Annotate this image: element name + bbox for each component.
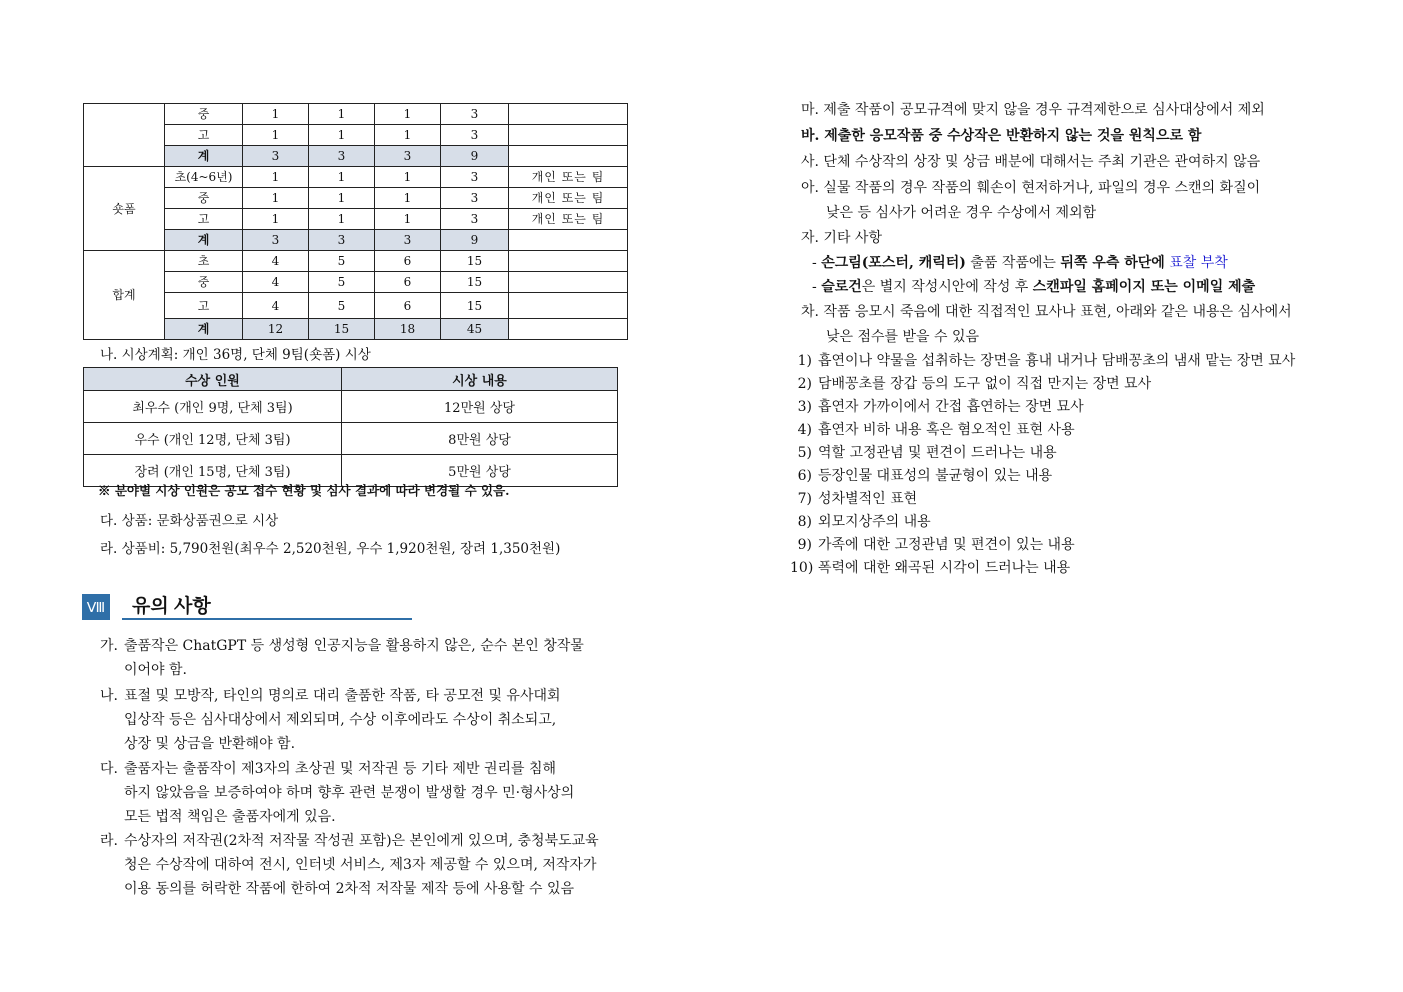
slogan-note — [812, 275, 1255, 299]
table-cell: 1 — [375, 104, 441, 125]
table-cell: 4 — [243, 293, 309, 319]
note-ga — [100, 634, 584, 682]
list-item — [790, 510, 931, 534]
table-cell: 1 — [243, 188, 309, 209]
award-table-header-content: 시상 내용 — [342, 368, 618, 391]
list-item — [790, 533, 1075, 557]
table-cell: 45 — [441, 319, 509, 340]
list-item-text: 가족에 대한 고정관념 및 편견이 있는 내용 — [818, 537, 1075, 553]
table-cell: 12 — [243, 319, 309, 340]
table-cell: 초(4~6년) — [165, 167, 243, 188]
note-cell — [509, 319, 628, 340]
table-cell: 3 — [375, 146, 441, 167]
emphasis-text: 스캔파일 홈페이지 또는 이메일 제출 — [1032, 279, 1256, 295]
list-item-number: 2) — [797, 376, 812, 392]
list-item-text: 등장인물 대표성의 불균형이 있는 내용 — [818, 468, 1053, 484]
table-cell: 1 — [375, 188, 441, 209]
dash: - — [812, 255, 822, 271]
award-distribution-table — [83, 103, 628, 340]
table-cell: 3 — [441, 167, 509, 188]
note-text: 모든 법적 책임은 출품자에게 있음. — [124, 809, 336, 825]
table-cell: 1 — [309, 104, 375, 125]
table-cell: 계 — [165, 146, 243, 167]
table-cell: 15 — [309, 319, 375, 340]
table-row — [84, 167, 628, 188]
note-text: 상장 및 상금을 반환해야 함. — [124, 736, 296, 752]
note-label: 가. — [100, 638, 118, 654]
emphasis-text: 손그림(포스터, 캐릭터) — [821, 255, 966, 271]
table-cell: 9 — [441, 146, 509, 167]
table-cell: 3 — [441, 188, 509, 209]
table-row — [84, 209, 628, 230]
note-text: 수상자의 저작권(2차적 저작물 작성권 포함)은 본인에게 있으며, 충청북도교육 — [124, 833, 599, 849]
table-cell: 5만원 상당 — [342, 455, 618, 487]
note-text: 입상작 등은 심사대상에서 제외되며, 수상 이후에라도 수상이 취소되고, — [124, 712, 557, 728]
list-item-text: 흡연이나 약물을 섭취하는 장면을 흉내 내거나 담배꽁초의 냄새 맡는 장면 묘사 — [818, 353, 1296, 369]
note-cell — [509, 251, 628, 272]
list-item-number: 10) — [790, 560, 814, 576]
list-item-number: 9) — [797, 537, 812, 553]
list-item — [790, 441, 1057, 465]
note-text: 하지 않았음을 보증하여야 하며 향후 관련 분쟁이 발생할 경우 민·형사상의 — [124, 785, 575, 801]
list-item — [790, 418, 1075, 442]
table-row — [84, 188, 628, 209]
note-label: 나. — [100, 688, 118, 704]
note-cell: 개인 또는 팀 — [509, 167, 628, 188]
table-cell: 중 — [165, 272, 243, 293]
note-text: 출품자는 출품작이 제3자의 초상권 및 저작권 등 기타 제반 권리를 침해 — [124, 761, 557, 777]
table-cell: 1 — [309, 209, 375, 230]
table-cell: 6 — [375, 293, 441, 319]
note-ja: 자. 기타 사항 — [801, 230, 882, 246]
table-cell: 중 — [165, 104, 243, 125]
note-cell — [509, 104, 628, 125]
note-ra — [100, 829, 599, 901]
emphasis-text: 뒤쪽 우측 하단에 — [1060, 255, 1165, 271]
table-total-row — [84, 146, 628, 167]
table-cell: 12만원 상당 — [342, 391, 618, 423]
table-cell: 3 — [309, 146, 375, 167]
table-cell: 계 — [165, 230, 243, 251]
table-cell: 1 — [309, 167, 375, 188]
list-item-text: 폭력에 대한 왜곡된 시각이 드러나는 내용 — [818, 560, 1071, 576]
table-cell: 1 — [309, 188, 375, 209]
list-item-number: 4) — [797, 422, 812, 438]
section-heading — [82, 594, 412, 620]
list-item-text: 역할 고정관념 및 편견이 드러나는 내용 — [818, 445, 1057, 461]
note-label: 다. — [100, 761, 118, 777]
list-item — [790, 464, 1052, 488]
table-row — [84, 125, 628, 146]
table-cell: 고 — [165, 209, 243, 230]
note-cell — [509, 230, 628, 251]
list-item — [790, 487, 917, 511]
list-item — [790, 395, 1084, 419]
note-cell: 개인 또는 팀 — [509, 188, 628, 209]
award-note: ※ 분야별 시상 인원은 공모 접수 현황 및 심사 결과에 따라 변경될 수 있음. — [98, 483, 510, 498]
note-ba: 바. 제출한 응모작품 중 수상작은 반환하지 않는 것을 원칙으로 함 — [801, 128, 1202, 144]
plain-text: 출품 작품에는 — [965, 255, 1061, 271]
table-cell: 초 — [165, 251, 243, 272]
table-total-row — [84, 230, 628, 251]
prize-cost-line: 라. 상품비: 5,790천원(최우수 2,520천원, 우수 1,920천원, 장려 1,350천원) — [100, 541, 561, 557]
note-text: 이어야 함. — [124, 662, 187, 678]
table-cell: 5 — [309, 251, 375, 272]
section-number: Ⅷ — [82, 594, 110, 620]
table-cell: 3 — [375, 230, 441, 251]
table-cell: 1 — [375, 167, 441, 188]
list-item-text: 흡연자 비하 내용 혹은 혐오적인 표현 사용 — [818, 422, 1075, 438]
table-cell: 6 — [375, 272, 441, 293]
table-cell: 계 — [165, 319, 243, 340]
table-cell: 최우수 (개인 9명, 단체 3팀) — [84, 391, 342, 423]
group-cell — [84, 104, 165, 167]
table-row — [84, 272, 628, 293]
group-cell: 합계 — [84, 251, 165, 340]
table-cell: 5 — [309, 293, 375, 319]
table-cell: 고 — [165, 293, 243, 319]
table-cell: 1 — [243, 209, 309, 230]
note-cell: 개인 또는 팀 — [509, 209, 628, 230]
award-table-header-recipients: 수상 인원 — [84, 368, 342, 391]
table-cell: 15 — [441, 272, 509, 293]
note-sa: 사. 단체 수상작의 상장 및 상금 배분에 대해서는 주최 기관은 관여하지 않음 — [801, 154, 1261, 170]
note-cell — [509, 293, 628, 319]
note-a: 아. 실물 작품의 경우 작품의 훼손이 현저하거나, 파일의 경우 스캔의 화질이 — [801, 180, 1261, 196]
table-cell: 중 — [165, 188, 243, 209]
note-text: 청은 수상작에 대하여 전시, 인터넷 서비스, 제3자 제공할 수 있으며, 저작자가 — [124, 857, 597, 873]
table-cell: 3 — [243, 146, 309, 167]
list-item — [790, 349, 1295, 373]
award-table — [83, 367, 618, 487]
table-cell: 8만원 상당 — [342, 423, 618, 455]
note-na — [100, 684, 561, 756]
list-item-text: 외모지상주의 내용 — [818, 514, 931, 530]
table-row — [84, 293, 628, 319]
award-plan-line: 나. 시상계획: 개인 36명, 단체 9팀(숏폼) 시상 — [100, 347, 371, 363]
table-cell: 15 — [441, 251, 509, 272]
note-da — [100, 757, 574, 829]
group-cell: 숏폼 — [84, 167, 165, 251]
table-row — [84, 104, 628, 125]
list-item — [790, 372, 1151, 396]
table-total-row — [84, 319, 628, 340]
table-cell: 6 — [375, 251, 441, 272]
handdrawn-note — [812, 251, 1228, 275]
table-cell: 1 — [375, 125, 441, 146]
table-cell: 18 — [375, 319, 441, 340]
list-item-number: 7) — [797, 491, 812, 507]
list-item-number: 1) — [797, 353, 812, 369]
note-text: 출품작은 ChatGPT 등 생성형 인공지능을 활용하지 않은, 순수 본인 창작물 — [124, 638, 584, 654]
table-row — [84, 251, 628, 272]
list-item-text: 성차별적인 표현 — [818, 491, 918, 507]
section-title: 유의 사항 — [132, 596, 211, 617]
table-cell: 15 — [441, 293, 509, 319]
emphasis-text: 슬로건 — [821, 279, 862, 295]
note-label: 라. — [100, 833, 118, 849]
note-cell — [509, 146, 628, 167]
section-underline — [122, 618, 412, 620]
table-row — [84, 423, 618, 455]
table-row — [84, 391, 618, 423]
note-cell — [509, 125, 628, 146]
note-cell — [509, 272, 628, 293]
list-item-text: 담배꽁초를 장갑 등의 도구 없이 직접 만지는 장면 묘사 — [818, 376, 1152, 392]
table-cell: 4 — [243, 251, 309, 272]
table-cell: 1 — [309, 125, 375, 146]
list-item-text: 흡연자 가까이에서 간접 흡연하는 장면 묘사 — [818, 399, 1084, 415]
list-item-number: 3) — [797, 399, 812, 415]
list-item-number: 8) — [797, 514, 812, 530]
table-cell: 1 — [243, 125, 309, 146]
list-item-number: 5) — [797, 445, 812, 461]
note-ma: 마. 제출 작품이 공모규격에 맞지 않을 경우 규격제한으로 심사대상에서 제외 — [801, 102, 1265, 118]
highlight-text: 표찰 부착 — [1164, 255, 1228, 271]
table-cell: 5 — [309, 272, 375, 293]
plain-text: 은 별지 작성시안에 작성 후 — [861, 279, 1033, 295]
table-cell: 1 — [243, 104, 309, 125]
prize-line: 다. 상품: 문화상품권으로 시상 — [100, 513, 279, 529]
dash: - — [812, 279, 822, 295]
table-cell: 3 — [441, 125, 509, 146]
table-cell: 9 — [441, 230, 509, 251]
note-text: 표절 및 모방작, 타인의 명의로 대리 출품한 작품, 타 공모전 및 유사대회 — [124, 688, 561, 704]
table-cell: 1 — [375, 209, 441, 230]
list-item-number: 6) — [797, 468, 812, 484]
note-cha-cont: 낮은 점수를 받을 수 있음 — [826, 329, 980, 345]
note-text: 이용 동의를 허락한 작품에 한하여 2차적 저작물 제작 등에 사용할 수 있음 — [124, 881, 575, 897]
table-cell: 우수 (개인 12명, 단체 3팀) — [84, 423, 342, 455]
table-cell: 장려 (개인 15명, 단체 3팀) — [84, 455, 342, 487]
table-cell: 4 — [243, 272, 309, 293]
table-cell: 3 — [243, 230, 309, 251]
table-cell: 3 — [441, 209, 509, 230]
list-item — [790, 556, 1070, 580]
table-cell: 1 — [243, 167, 309, 188]
table-cell: 3 — [441, 104, 509, 125]
note-a-cont: 낮은 등 심사가 어려운 경우 수상에서 제외함 — [826, 205, 1097, 221]
table-cell: 3 — [309, 230, 375, 251]
table-cell: 고 — [165, 125, 243, 146]
note-cha: 차. 작품 응모시 죽음에 대한 직접적인 묘사나 표현, 아래와 같은 내용은 심사에서 — [801, 304, 1292, 320]
